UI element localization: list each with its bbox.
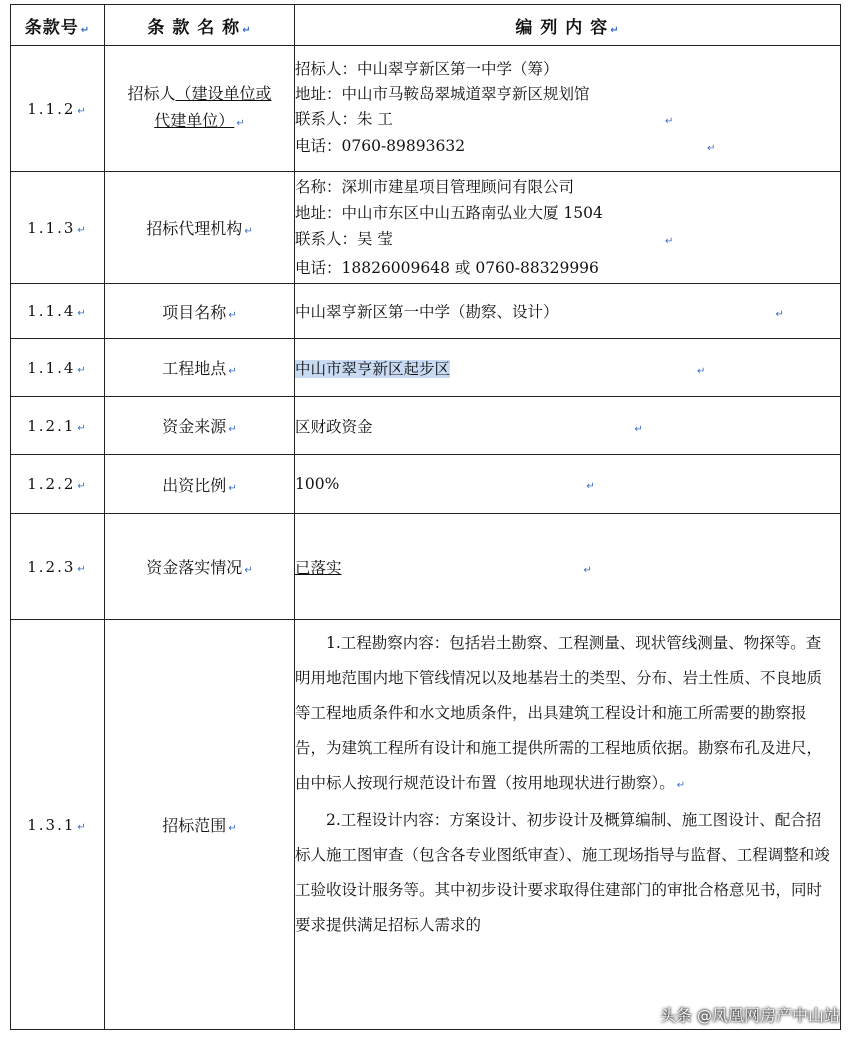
table-row: [11, 172, 841, 284]
clause-name: 招标代理机构 ↵: [105, 172, 295, 284]
clause-number: 1.1.3 ↵: [11, 172, 105, 284]
header-clause-no: 条款号 ↵: [11, 5, 105, 46]
clause-name: 招标人（建设单位或 代建单位） ↵: [105, 46, 295, 172]
clause-name: 工程地点 ↵: [105, 339, 295, 397]
clause-content: 已落实 ↵: [295, 514, 841, 620]
clause-number: 1.3.1 ↵: [11, 620, 105, 1030]
clause-number: 1.2.2 ↵: [11, 455, 105, 514]
clause-number: 1.1.2 ↵: [11, 46, 105, 172]
table-row: [11, 397, 841, 455]
header-row: [11, 5, 841, 46]
table-row: [11, 455, 841, 514]
paragraph: 2.工程设计内容：方案设计、初步设计及概算编制、施工图设计、配合招标人施工图审查（包含各专业图纸审查）、施工现场指导与监督、工程调整和竣工验收设计服务等。其中初步设计要求取得住建部门的审批合格意见书，同时要求提供满足招标人需求的: [295, 811, 830, 934]
clause-name: 出资比例 ↵: [105, 455, 295, 514]
clause-content: [295, 620, 841, 1030]
table-row: [11, 620, 841, 1030]
header-content: 编 列 内 容 ↵: [295, 5, 841, 46]
clause-content: 100% ↵: [295, 455, 841, 514]
header-clause-name: 条 款 名 称 ↵: [105, 5, 295, 46]
clause-content: 名称：深圳市建星项目管理顾问有限公司 地址：中山市东区中山五路南弘业大厦 1504 联系人：吴 莹 ↵ 电话：18826009648 或 0760-88329996: [295, 172, 841, 284]
clause-number: 1.1.4 ↵: [11, 339, 105, 397]
table-row: [11, 46, 841, 172]
clause-name: 资金来源 ↵: [105, 397, 295, 455]
clause-content: 中山市翠亨新区起步区 ↵: [295, 339, 841, 397]
selected-text: 中山市翠亨新区起步区: [295, 359, 451, 378]
clause-name: 项目名称 ↵: [105, 284, 295, 339]
table-row: [11, 339, 841, 397]
paragraph: 1.工程勘察内容：包括岩土勘察、工程测量、现状管线测量、物探等。查明用地范围内地下管线情况以及地基岩土的类型、分布、岩土性质、不良地质等工程地质条件和水文地质条件，出具建筑工程设计和施工所需要的勘察报告，为建筑工程所有设计和施工提供所需的工程地质依据。勘察布孔及进尺，由中标人按现行规范设计布置（按用地现状进行勘察）。 ↵: [295, 634, 823, 792]
clause-number: 1.1.4 ↵: [11, 284, 105, 339]
source-watermark: 头条 @凤凰网房产中山站: [659, 1006, 840, 1025]
table-row: [11, 514, 841, 620]
clause-number: 1.2.1 ↵: [11, 397, 105, 455]
clause-number: 1.2.3 ↵: [11, 514, 105, 620]
clause-name: 资金落实情况 ↵: [105, 514, 295, 620]
clause-content: 中山翠亨新区第一中学（勘察、设计） ↵: [295, 284, 841, 339]
clause-name: 招标范围 ↵: [105, 620, 295, 1030]
bid-data-table: [10, 4, 841, 1030]
clause-content: 区财政资金 ↵: [295, 397, 841, 455]
clause-content: 招标人：中山翠亨新区第一中学（筹） 地址：中山市马鞍岛翠城道翠亨新区规划馆 联系人：朱 工 ↵ 电话：0760-89893632 ↵: [295, 46, 841, 172]
table-row: [11, 284, 841, 339]
